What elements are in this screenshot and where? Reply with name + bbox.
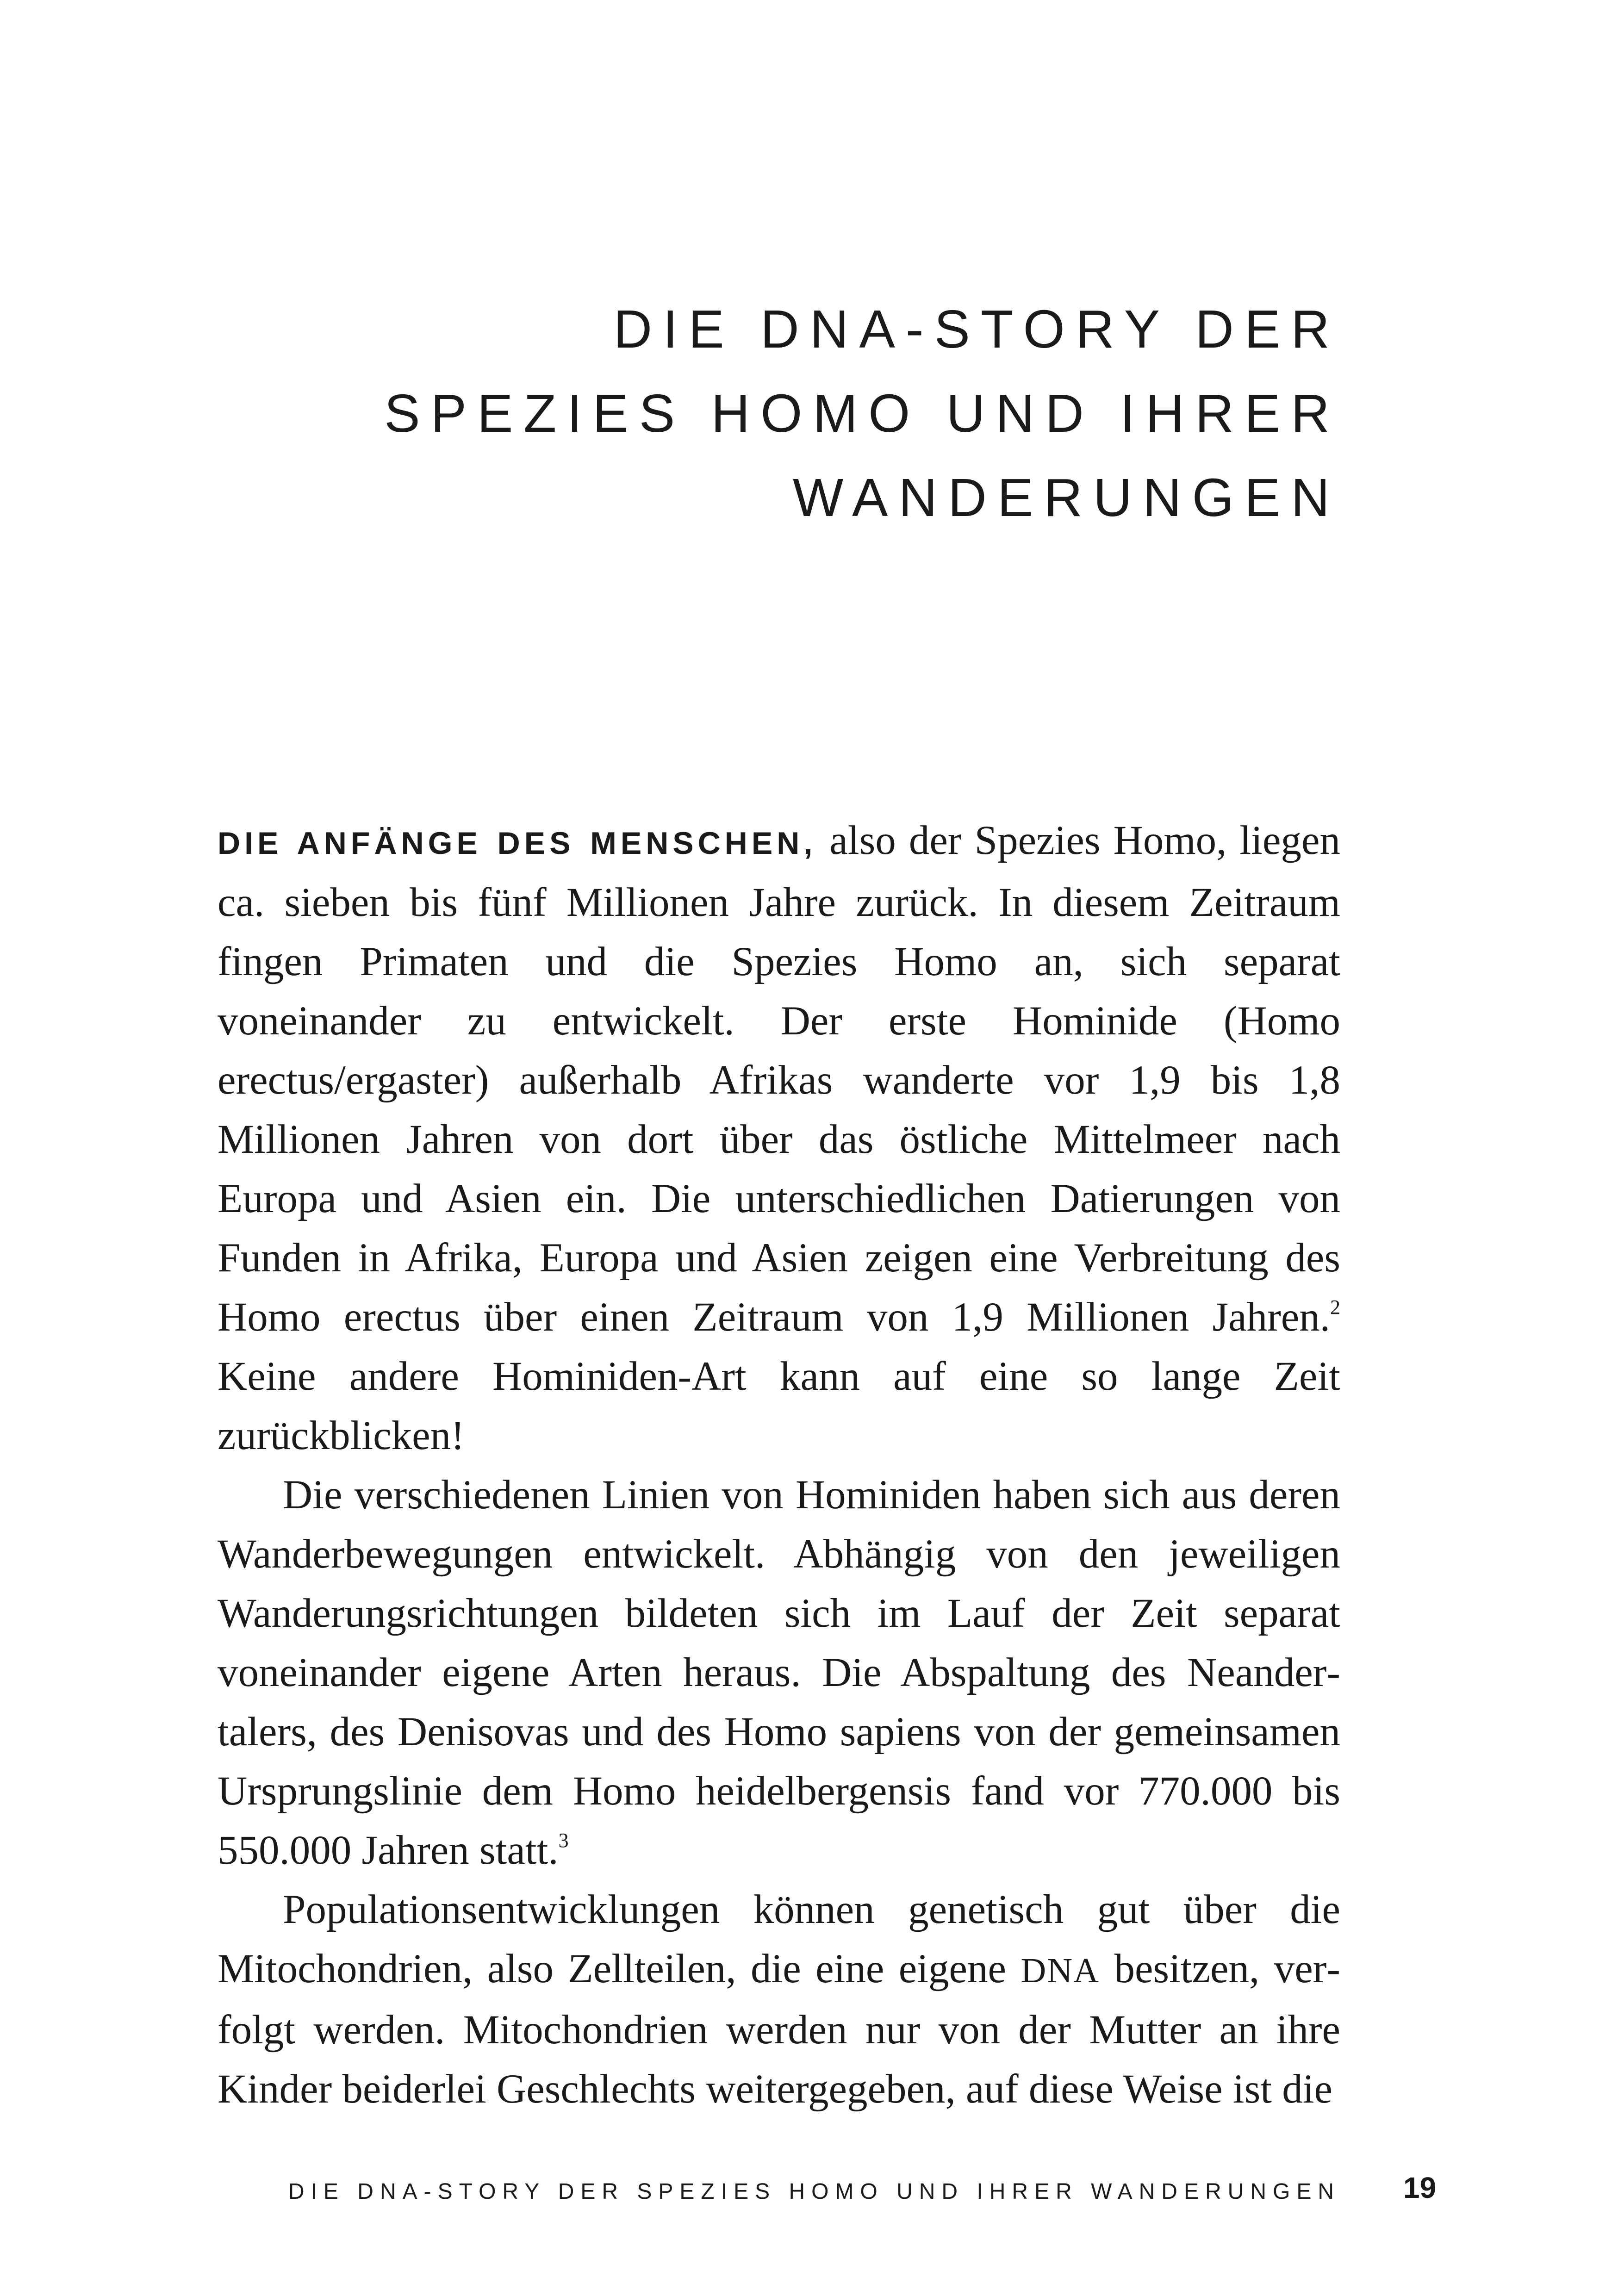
chapter-title bbox=[384, 287, 1340, 540]
abbreviation: DNA bbox=[1021, 1951, 1100, 1990]
body-text bbox=[218, 811, 1340, 2119]
paragraph-text: Populationsentwicklungen können genetisch gut über die Mitochondrien, also Zellteilen, die eine eigene bbox=[218, 1887, 1340, 1991]
paragraph-text: Die verschiedenen Linien von Hominiden haben sich aus deren Wanderbewegungen entwickelt. Abhängig von den jeweiligen Wanderungsrichtungen bildeten sich im Lauf der Zeit separat voneinander eigene Arten heraus. Die Abspaltung des Neandertalers, des Denisovas und des Homo sapiens von der gemeinsamen Ursprungslinie dem Homo heidelbergensis fand vor 770.000 bis 550.000 Jahren statt. bbox=[218, 1472, 1340, 1873]
running-header: DIE DNA-STORY DER SPEZIES HOMO UND IHRER WANDERUNGEN bbox=[288, 2179, 1340, 2204]
lead-in: DIE ANFÄNGE DES MENSCHEN, bbox=[218, 826, 817, 861]
page-number: 19 bbox=[1403, 2171, 1437, 2204]
chapter-title-line: DIE DNA-STORY DER bbox=[613, 299, 1340, 359]
paragraph-2 bbox=[218, 1465, 1340, 1880]
footnote-reference[interactable]: 2 bbox=[1330, 1296, 1340, 1319]
paragraph-3 bbox=[218, 1880, 1340, 2119]
paragraph-text: also der Spezies Homo, liegen ca. sieben bis fünf Millionen Jahre zurück. In diesem Zeitraum fingen Primaten und die Spezies Homo an, sich separat voneinander zu entwickelt. Der erste Hominide (Homo erectus/ergaster) außerhalb Afrikas wanderte vor 1,9 bis 1,8 Millionen Jahren von dort über das östliche Mittelmeer nach Europa und Asien ein. Die unterschiedlichen Datierungen von Funden in Afrika, Europa und Asien zeigen eine Verbreitung des Homo erectus über einen Zeitraum von 1,9 Millionen Jahren. bbox=[218, 818, 1340, 1340]
paragraph-1 bbox=[218, 811, 1340, 1465]
paragraph-text: Keine andere Hominiden-Art kann auf eine so lange Zeit zurückblicken! bbox=[218, 1354, 1340, 1458]
paragraph-text: besitzen, verfolgt werden. Mitochondrien werden nur von der Mutter an ihre Kinder beiderlei Geschlechts weitergegeben, auf diese Weise ist die bbox=[218, 1946, 1340, 2112]
chapter-title-line: WANDERUNGEN bbox=[792, 467, 1340, 528]
footnote-reference[interactable]: 3 bbox=[558, 1829, 569, 1852]
chapter-title-line: SPEZIES HOMO UND IHRER bbox=[384, 383, 1340, 443]
